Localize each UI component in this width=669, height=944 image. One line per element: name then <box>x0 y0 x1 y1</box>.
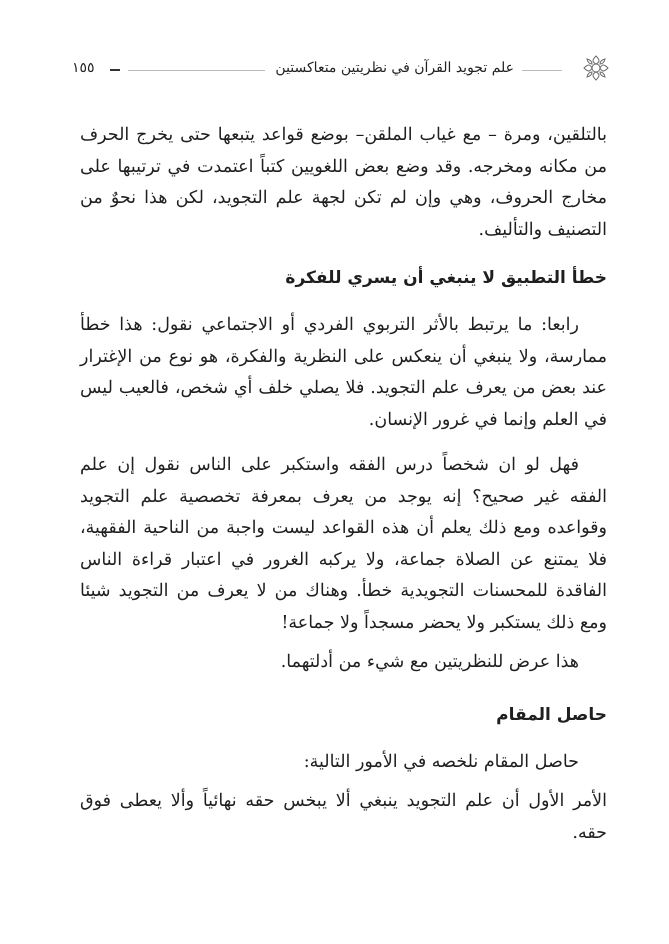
page-content <box>80 120 607 849</box>
paragraph-3: فهل لو ان شخصاً درس الفقه واستكبر على الناس نقول إن علم الفقه غير صحيح؟ إنه يوجد من يعرف بمعرفة تخصصية علم التجويد وقواعده ومع ذلك يعلم أن هذه القواعد ليست واجبة من الناحية الفقهية، فلا يمتنع عن الصلاة جماعة، ولا يركبه الغرور في اعتبار قراءة الناس الفاقدة للمحسنات التجويدية خطأ. وهناك من لا يعرف من التجويد شيئا ومع ذلك يستكبر ولا يحضر مسجداً ولا جماعة! <box>80 455 607 633</box>
header-rule-right <box>522 70 562 71</box>
paragraph-6: الأمر الأول أن علم التجويد ينبغي ألا يبخس حقه نهائياً وألا يعطى فوق حقه. <box>80 791 607 843</box>
paragraph-5: حاصل المقام نلخصه في الأمور التالية: <box>303 751 579 772</box>
page-header <box>58 54 610 86</box>
running-title: علم تجويد القرآن في نظريتين متعاكستين <box>275 60 514 76</box>
paragraph-2: رابعا: ما يرتبط بالأثر التربوي الفردي أو الاجتماعي نقول: هذا خطأ ممارسة، ولا ينبغي أن ينعكس على النظرية والفكرة، هو نوع من الإغترار عند بعض من يعرف علم التجويد. فلا يصلي خلف أي شخص، فالعيب ليس في العلم وإنما في غرور الإنسان. <box>80 315 607 430</box>
floral-ornament-icon <box>582 54 610 82</box>
paragraph-1: بالتلقين، ومرة – مع غياب الملقن– بوضع قواعد يتبعها حتى يخرج الحرف من مكانه ومخرجه. وقد وضع بعض اللغويين كتباً اعتمدت في ترتيبها على مخارج الحروف، وهي وإن لم تكن لجهة علم التجويد، لكن هذا نحوٌ من التصنيف والتأليف. <box>80 125 607 240</box>
page-number-dash <box>110 69 120 71</box>
section-heading-1: خطأ التطبيق لا ينبغي أن يسري للفكرة <box>285 268 607 288</box>
header-rule-left <box>128 70 265 71</box>
section-heading-2: حاصل المقام <box>496 704 607 725</box>
paragraph-4: هذا عرض للنظريتين مع شيء من أدلتهما. <box>280 652 579 672</box>
page-number: ١٥٥ <box>72 60 95 76</box>
